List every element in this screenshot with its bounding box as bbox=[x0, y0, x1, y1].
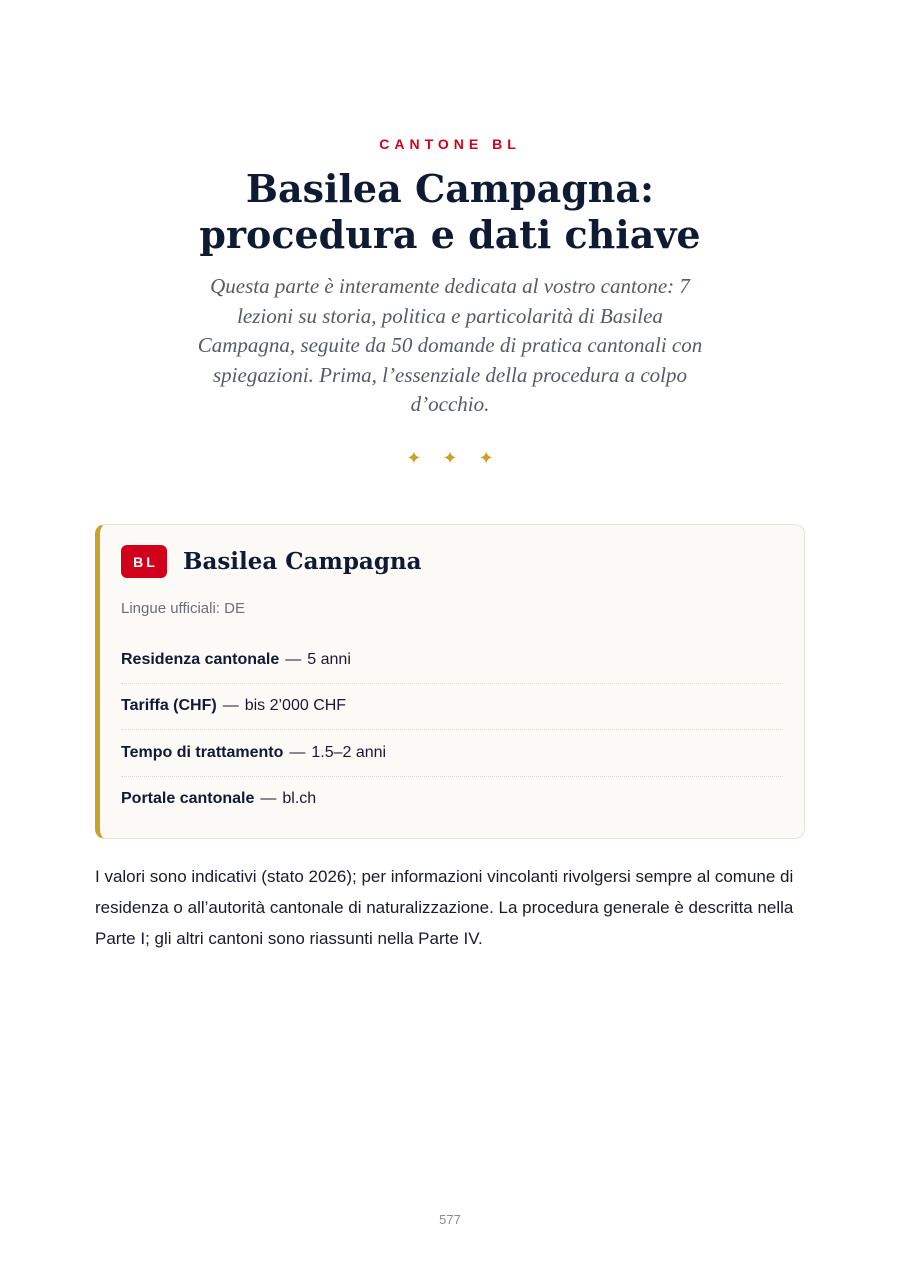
canton-badge: BL bbox=[121, 545, 167, 578]
ornament-divider bbox=[0, 448, 900, 469]
star-icon: ✦ bbox=[406, 448, 422, 468]
canton-card bbox=[95, 524, 805, 839]
fact-row-residence bbox=[121, 637, 783, 684]
fact-list bbox=[121, 637, 783, 822]
page-title bbox=[0, 166, 900, 258]
fact-separator: — bbox=[260, 790, 277, 808]
official-languages: Lingue ufficiali: DE bbox=[121, 600, 245, 617]
page-title-line-2: procedura e dati chiave bbox=[199, 212, 701, 257]
page-title-line-1: Basilea Campagna: bbox=[245, 166, 655, 211]
fact-value: 1.5–2 anni bbox=[311, 743, 387, 761]
fact-separator: — bbox=[289, 743, 306, 761]
fact-row-fee bbox=[121, 684, 783, 731]
card-title: Basilea Campagna bbox=[183, 548, 422, 575]
fact-value: bis 2’000 CHF bbox=[244, 697, 347, 715]
star-icon: ✦ bbox=[478, 448, 494, 468]
disclaimer-note: I valori sono indicativi (stato 2026); per informazioni vincolanti rivolgersi sempre al comune di residenza o all’autorità cantonale di naturalizzazione. La procedura generale è descritta nella Parte I; gli altri cantoni sono riassunti nella Parte IV. bbox=[95, 867, 794, 948]
section-eyebrow: CANTONE BL bbox=[379, 136, 521, 152]
fact-separator: — bbox=[285, 650, 302, 668]
card-header bbox=[121, 545, 422, 578]
page-number: 577 bbox=[439, 1212, 461, 1227]
fact-label: Portale cantonale bbox=[121, 790, 255, 808]
fact-row-processing-time bbox=[121, 730, 783, 777]
fact-value: 5 anni bbox=[307, 650, 351, 668]
fact-label: Tariffa (CHF) bbox=[121, 697, 217, 715]
fact-separator: — bbox=[222, 697, 239, 715]
fact-value: bl.ch bbox=[282, 790, 317, 808]
fact-label: Tempo di trattamento bbox=[121, 743, 284, 761]
fact-label: Residenza cantonale bbox=[121, 650, 280, 668]
intro-paragraph: Questa parte è interamente dedicata al vostro cantone: 7 lezioni su storia, politica e particolarità di Basilea Campagna, seguite da 50 domande di pratica cantonali con spiegazioni. Prima, l’essenziale della procedura a colpo d’occhio. bbox=[197, 274, 703, 416]
fact-row-portal bbox=[121, 777, 783, 823]
star-icon: ✦ bbox=[442, 448, 458, 468]
